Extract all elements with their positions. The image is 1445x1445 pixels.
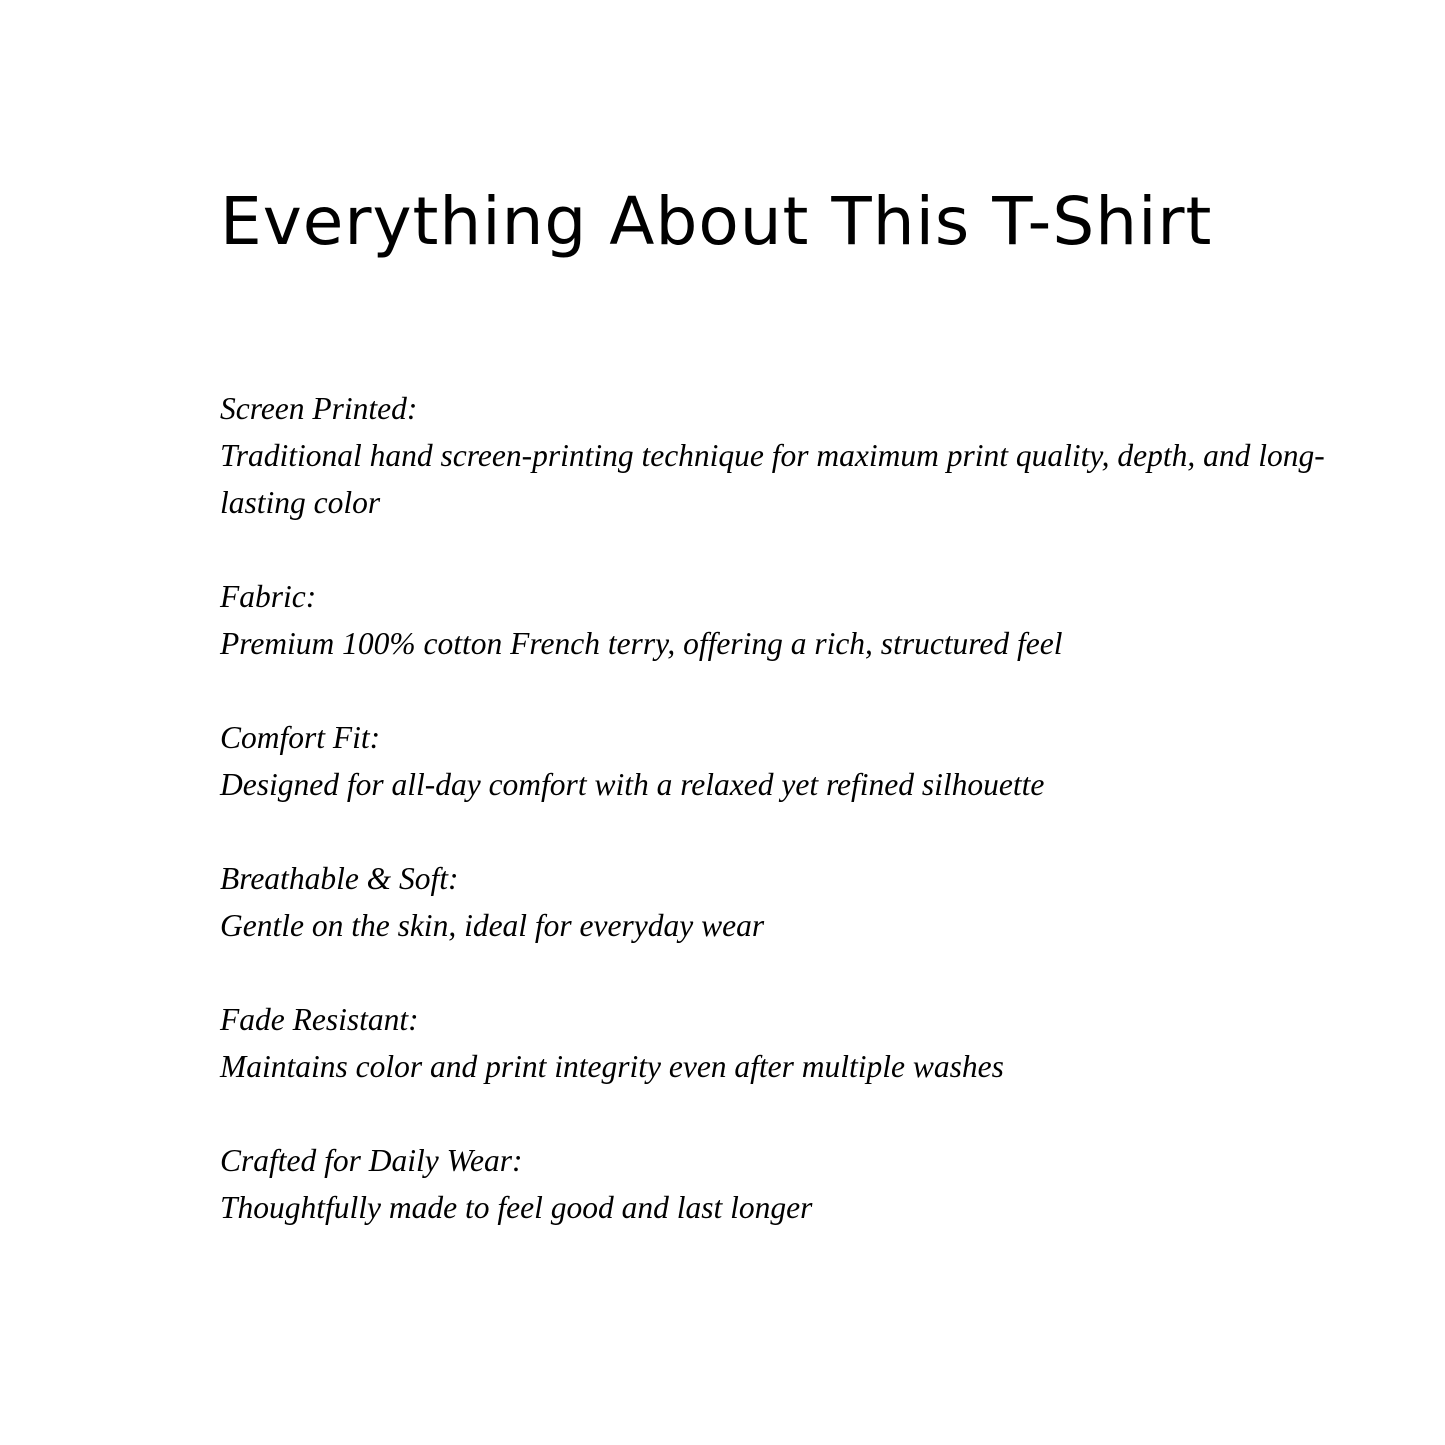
feature-title: Comfort Fit: — [220, 720, 381, 755]
feature-title: Screen Printed: — [220, 391, 418, 426]
feature-item — [220, 855, 1330, 949]
feature-description: Premium 100% cotton French terry, offering a rich, structured feel — [220, 626, 1063, 661]
feature-title: Breathable & Soft: — [220, 861, 459, 896]
feature-item — [220, 714, 1330, 808]
feature-item — [220, 573, 1330, 667]
feature-list — [220, 385, 1330, 1278]
feature-title: Fabric: — [220, 579, 317, 614]
feature-description: Traditional hand screen-printing technique for maximum print quality, depth, and long-lasting color — [220, 438, 1325, 520]
feature-item — [220, 996, 1330, 1090]
feature-description: Gentle on the skin, ideal for everyday wear — [220, 908, 765, 943]
feature-description: Maintains color and print integrity even after multiple washes — [220, 1049, 1004, 1084]
feature-title: Crafted for Daily Wear: — [220, 1143, 523, 1178]
feature-title: Fade Resistant: — [220, 1002, 419, 1037]
feature-description: Designed for all-day comfort with a relaxed yet refined silhouette — [220, 767, 1045, 802]
feature-item — [220, 385, 1330, 526]
feature-item — [220, 1137, 1330, 1231]
feature-description: Thoughtfully made to feel good and last longer — [220, 1190, 813, 1225]
page-title: Everything About This T-Shirt — [220, 183, 1213, 260]
